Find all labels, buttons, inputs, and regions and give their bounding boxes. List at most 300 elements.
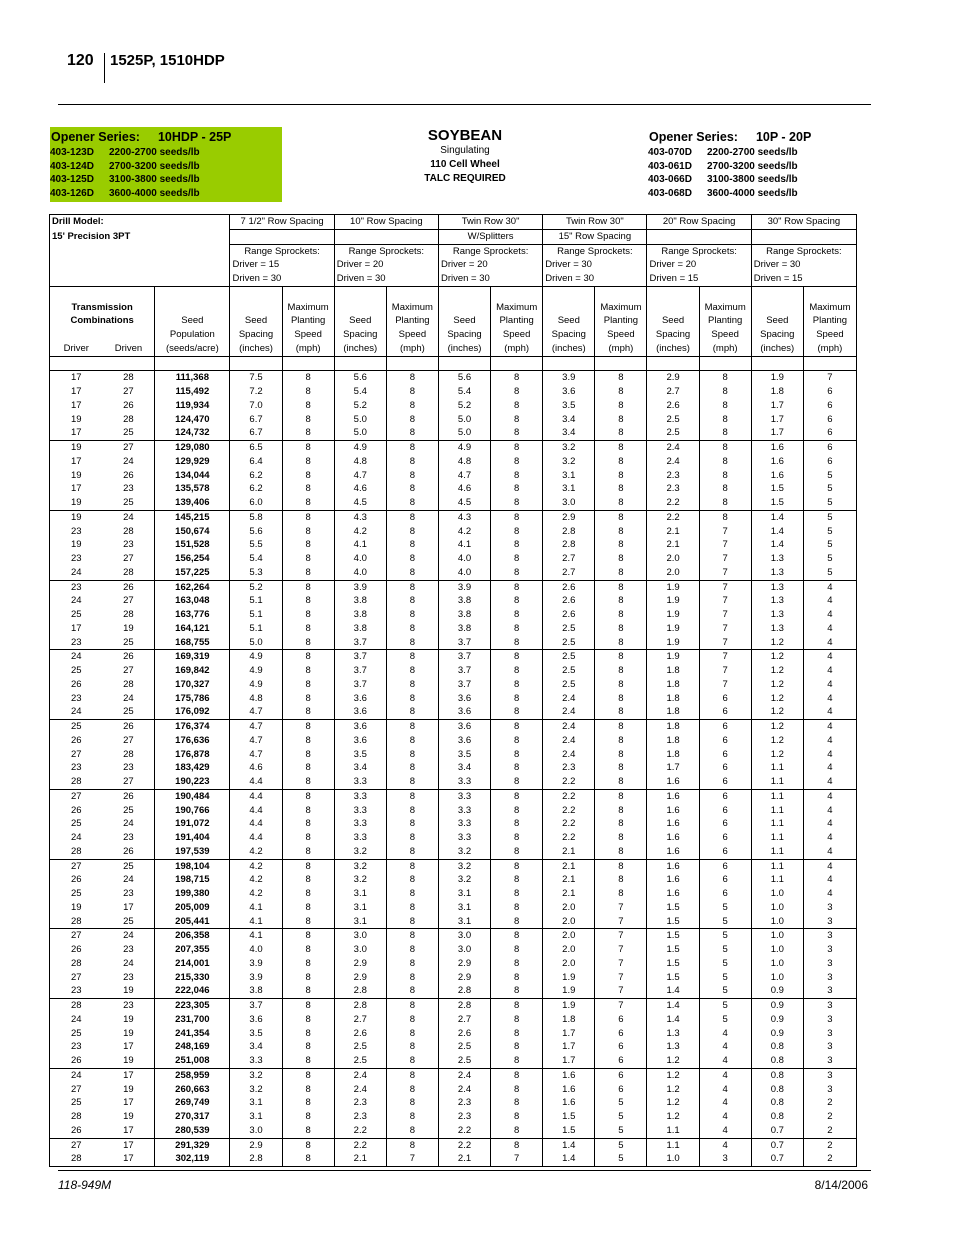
table-row — [50, 705, 857, 719]
driven-cell: 28 — [123, 748, 134, 760]
blank-cell — [438, 356, 490, 371]
seed-population-cell: 163,776 — [155, 608, 230, 622]
driver-cell: 17 — [50, 426, 103, 440]
seed-spacing-cell: 1.6 — [751, 455, 803, 469]
driven-cell: 19 — [123, 1083, 134, 1095]
max-planting-speed-cell: 8 — [491, 748, 543, 762]
driver-cell: 27 — [50, 859, 103, 873]
max-planting-speed-cell: 8 — [491, 441, 543, 455]
seed-spacing-cell: 4.7 — [230, 720, 282, 734]
seed-spacing-cell: 3.2 — [334, 845, 386, 859]
seed-spacing-cell: 1.5 — [543, 1124, 595, 1138]
seed-spacing-cell: 4.4 — [230, 775, 282, 789]
max-planting-speed-cell: 8 — [491, 552, 543, 566]
max-planting-speed-cell: 8 — [282, 1083, 334, 1097]
max-planting-speed-cell: 8 — [491, 1083, 543, 1097]
range-sprocket-driver: Driver = 30 — [543, 258, 647, 272]
seed-spacing-cell: 2.4 — [334, 1068, 386, 1082]
table-row — [50, 831, 857, 845]
seed-spacing-cell: 1.7 — [751, 413, 803, 427]
max-planting-speed-cell: 7 — [699, 566, 751, 580]
seed-spacing-cell: 1.4 — [751, 538, 803, 552]
driver-header: Driver — [50, 342, 103, 356]
max-planting-speed-cell: 5 — [699, 984, 751, 998]
max-planting-speed-cell: 8 — [595, 413, 647, 427]
max-planting-speed-cell: 4 — [699, 1027, 751, 1041]
table-row — [50, 510, 857, 524]
seed-spacing-cell: 1.6 — [647, 831, 699, 845]
max-planting-speed-cell: 8 — [699, 399, 751, 413]
driven-cell: 24 — [123, 930, 134, 942]
max-planting-speed-cell: 4 — [803, 650, 856, 664]
max-planting-speed-cell: 5 — [699, 1013, 751, 1027]
opener-row — [648, 173, 878, 187]
max-planting-speed-cell: 5 — [803, 510, 856, 524]
max-planting-speed-cell: 8 — [386, 1096, 438, 1110]
seed-spacing-cell: 1.3 — [751, 566, 803, 580]
seed-spacing-cell: 5.0 — [334, 426, 386, 440]
max-planting-speed-cell: 8 — [386, 859, 438, 873]
seed-population-cell: 169,842 — [155, 664, 230, 678]
seed-spacing-cell: 0.7 — [751, 1124, 803, 1138]
blank-cell — [50, 272, 230, 286]
max-planting-speed-cell: 4 — [803, 678, 856, 692]
seed-spacing-cell: 4.9 — [334, 441, 386, 455]
max-speed-header: (mph) — [386, 342, 438, 356]
seed-population-cell: 207,355 — [155, 943, 230, 957]
seed-spacing-cell: 1.8 — [647, 678, 699, 692]
max-planting-speed-cell: 8 — [282, 943, 334, 957]
opener-part-number: 403-070D — [648, 147, 692, 158]
seed-spacing-cell: 7.0 — [230, 399, 282, 413]
header-row-columns — [50, 314, 857, 328]
driver-cell: 28 — [50, 957, 103, 971]
max-planting-speed-cell: 8 — [282, 678, 334, 692]
table-row — [50, 999, 857, 1013]
seed-spacing-cell: 4.9 — [230, 650, 282, 664]
max-planting-speed-cell: 8 — [386, 678, 438, 692]
seed-spacing-cell: 2.6 — [543, 580, 595, 594]
max-planting-speed-cell: 8 — [491, 385, 543, 399]
max-planting-speed-cell: 8 — [491, 413, 543, 427]
seed-spacing-cell: 4.2 — [438, 525, 490, 539]
max-planting-speed-cell: 8 — [595, 426, 647, 440]
max-planting-speed-cell: 5 — [699, 943, 751, 957]
table-row — [50, 734, 857, 748]
max-planting-speed-cell: 8 — [595, 580, 647, 594]
max-planting-speed-cell: 8 — [491, 873, 543, 887]
opener-row — [648, 160, 878, 174]
seed-spacing-cell: 0.8 — [751, 1110, 803, 1124]
seed-population-cell: 183,429 — [155, 761, 230, 775]
seed-population-cell: 139,406 — [155, 496, 230, 510]
row-spacing-header: Twin Row 30" — [543, 215, 647, 230]
driver-cell: 19 — [50, 510, 103, 524]
seed-spacing-cell: 0.8 — [751, 1054, 803, 1068]
max-planting-speed-cell: 8 — [595, 650, 647, 664]
seed-spacing-cell: 1.7 — [543, 1054, 595, 1068]
page-title: 1525P, 1510HDP — [110, 52, 225, 69]
row-spacing-subheader — [751, 229, 856, 244]
driver-cell: 19 — [50, 441, 103, 455]
driver-cell: 17 — [50, 371, 103, 385]
max-planting-speed-cell: 3 — [803, 929, 856, 943]
blank-cell — [647, 286, 699, 300]
seed-spacing-cell: 1.2 — [647, 1054, 699, 1068]
driver-cell: 23 — [50, 525, 103, 539]
max-planting-speed-cell: 8 — [595, 664, 647, 678]
seed-spacing-cell: 1.2 — [751, 734, 803, 748]
max-planting-speed-cell: 8 — [491, 525, 543, 539]
seed-population-cell: 175,786 — [155, 692, 230, 706]
seed-spacing-header: (inches) — [647, 342, 699, 356]
max-planting-speed-cell: 8 — [386, 664, 438, 678]
seed-spacing-cell: 2.5 — [543, 650, 595, 664]
seed-spacing-cell: 3.1 — [438, 901, 490, 915]
driven-cell: 19 — [103, 984, 155, 998]
crop-line-1: Singulating — [440, 145, 490, 156]
driven-cell: 25 — [103, 915, 155, 929]
max-planting-speed-cell: 8 — [491, 971, 543, 985]
table-row — [50, 1013, 857, 1027]
max-planting-speed-cell: 8 — [282, 929, 334, 943]
max-planting-speed-cell: 8 — [386, 552, 438, 566]
max-planting-speed-cell: 8 — [386, 525, 438, 539]
opener-seed-rate: 2700-3200 seeds/lb — [707, 160, 798, 172]
blank-cell — [751, 286, 803, 300]
max-planting-speed-cell: 8 — [282, 469, 334, 483]
max-planting-speed-cell: 8 — [282, 1124, 334, 1138]
max-speed-header: Planting — [282, 314, 334, 328]
seed-spacing-cell: 1.4 — [543, 1138, 595, 1152]
max-planting-speed-cell: 8 — [491, 496, 543, 510]
driver-cell: 28 — [50, 775, 103, 789]
driver-cell: 19 — [50, 538, 103, 552]
max-planting-speed-cell: 5 — [803, 469, 856, 483]
table-row — [50, 1124, 857, 1138]
max-planting-speed-cell: 5 — [699, 999, 751, 1013]
seed-population-cell: 270,317 — [155, 1110, 230, 1124]
max-planting-speed-cell: 6 — [699, 705, 751, 719]
seed-spacing-cell: 3.6 — [334, 692, 386, 706]
seed-spacing-cell: 1.1 — [751, 845, 803, 859]
seed-spacing-cell: 4.7 — [230, 748, 282, 762]
max-planting-speed-cell: 8 — [491, 455, 543, 469]
max-planting-speed-cell: 8 — [282, 1054, 334, 1068]
max-planting-speed-cell: 4 — [803, 804, 856, 818]
max-planting-speed-cell: 8 — [595, 734, 647, 748]
max-speed-header: Speed — [491, 328, 543, 342]
max-planting-speed-cell: 8 — [595, 594, 647, 608]
seed-spacing-cell: 4.8 — [334, 455, 386, 469]
seed-spacing-header: Spacing — [543, 328, 595, 342]
seed-spacing-cell: 6.7 — [230, 426, 282, 440]
seed-spacing-cell: 2.9 — [334, 957, 386, 971]
table-row — [50, 1096, 857, 1110]
blank-cell — [543, 286, 595, 300]
seed-spacing-cell: 3.2 — [230, 1068, 282, 1082]
max-planting-speed-cell: 8 — [595, 455, 647, 469]
seed-spacing-cell: 2.4 — [543, 720, 595, 734]
table-row — [50, 399, 857, 413]
driver-cell: 26 — [50, 804, 103, 818]
seed-spacing-header — [438, 301, 490, 315]
seed-population-cell: 170,327 — [155, 678, 230, 692]
seed-population-cell: 258,959 — [155, 1068, 230, 1082]
max-planting-speed-cell: 8 — [491, 775, 543, 789]
seed-population-cell: 157,225 — [155, 566, 230, 580]
seed-population-cell: 251,008 — [155, 1054, 230, 1068]
seed-spacing-cell: 2.4 — [543, 734, 595, 748]
max-planting-speed-cell: 5 — [803, 496, 856, 510]
seed-spacing-cell: 1.5 — [647, 971, 699, 985]
range-sprocket-range-label: Range Sprockets: — [230, 244, 334, 258]
max-planting-speed-cell: 4 — [803, 664, 856, 678]
max-planting-speed-cell: 3 — [803, 1040, 856, 1054]
driven-cell: 25 — [103, 426, 155, 440]
seed-spacing-cell: 2.0 — [543, 901, 595, 915]
seed-spacing-header — [334, 301, 386, 315]
seed-spacing-cell: 1.2 — [647, 1083, 699, 1097]
seed-spacing-header: (inches) — [543, 342, 595, 356]
opener-part-number: 403-126D — [50, 187, 94, 199]
seed-spacing-header: Seed — [334, 314, 386, 328]
seed-spacing-cell: 1.2 — [751, 650, 803, 664]
max-planting-speed-cell: 8 — [282, 1152, 334, 1166]
max-planting-speed-cell: 8 — [491, 1013, 543, 1027]
range-sprocket-driven: Driven = 30 — [438, 272, 542, 286]
max-planting-speed-cell: 8 — [282, 1013, 334, 1027]
seed-spacing-header: Seed — [647, 314, 699, 328]
max-planting-speed-cell: 6 — [699, 748, 751, 762]
max-planting-speed-cell: 8 — [386, 1083, 438, 1097]
max-planting-speed-cell: 7 — [595, 901, 647, 915]
max-planting-speed-cell: 3 — [803, 1013, 856, 1027]
seed-spacing-cell: 2.5 — [647, 426, 699, 440]
seed-spacing-cell: 2.1 — [334, 1152, 386, 1166]
seed-spacing-cell: 1.3 — [751, 622, 803, 636]
opener-row — [50, 146, 282, 160]
driver-cell: 24 — [50, 594, 103, 608]
max-planting-speed-cell: 4 — [699, 1068, 751, 1082]
driven-cell: 26 — [123, 469, 134, 481]
driven-cell: 24 — [123, 511, 134, 523]
max-planting-speed-cell: 8 — [282, 385, 334, 399]
seed-spacing-cell: 3.0 — [438, 943, 490, 957]
seed-spacing-cell: 1.6 — [647, 859, 699, 873]
seed-spacing-cell: 2.9 — [230, 1138, 282, 1152]
max-planting-speed-cell: 6 — [803, 426, 856, 440]
blank-cell — [386, 356, 438, 371]
seed-spacing-cell: 2.0 — [543, 915, 595, 929]
seed-spacing-cell: 3.6 — [438, 720, 490, 734]
seed-spacing-cell: 0.8 — [751, 1096, 803, 1110]
opener-seed-rate: 3100-3800 seeds/lb — [109, 174, 200, 186]
header-row-sprockets — [50, 272, 857, 286]
seed-spacing-cell: 1.6 — [543, 1083, 595, 1097]
seed-population-cell: 191,072 — [155, 817, 230, 831]
max-planting-speed-cell: 8 — [282, 664, 334, 678]
max-planting-speed-cell: 4 — [699, 1138, 751, 1152]
driver-cell: 26 — [50, 734, 103, 748]
max-planting-speed-cell: 8 — [282, 580, 334, 594]
right-opener-value: 10P - 20P — [755, 130, 812, 144]
seed-spacing-cell: 3.2 — [230, 1083, 282, 1097]
table-row — [50, 1110, 857, 1124]
max-planting-speed-cell: 4 — [699, 1040, 751, 1054]
seed-spacing-cell: 2.0 — [543, 929, 595, 943]
driven-cell: 27 — [123, 734, 134, 746]
seed-spacing-cell: 1.6 — [647, 817, 699, 831]
seed-spacing-cell: 1.8 — [751, 385, 803, 399]
header-row-sprockets — [50, 244, 857, 258]
max-planting-speed-cell: 3 — [803, 1054, 856, 1068]
driven-cell: 23 — [123, 832, 134, 843]
max-planting-speed-cell: 7 — [491, 1152, 543, 1166]
seed-population-header — [155, 301, 230, 315]
seed-spacing-cell: 2.0 — [543, 943, 595, 957]
seed-spacing-cell: 6.5 — [230, 441, 282, 455]
max-planting-speed-cell: 8 — [386, 1054, 438, 1068]
seed-population-cell: 215,330 — [155, 971, 230, 985]
max-planting-speed-cell: 3 — [803, 1083, 856, 1097]
seed-spacing-cell: 1.2 — [751, 678, 803, 692]
seed-population-cell: 260,663 — [155, 1083, 230, 1097]
seed-spacing-cell: 3.1 — [438, 887, 490, 901]
seed-spacing-cell: 2.5 — [543, 664, 595, 678]
driver-cell: 24 — [50, 831, 103, 845]
max-planting-speed-cell: 8 — [699, 385, 751, 399]
opener-row — [50, 173, 282, 187]
seed-spacing-cell: 6.7 — [230, 413, 282, 427]
range-sprocket-driven: Driven = 15 — [751, 272, 856, 286]
blank-cell — [103, 286, 155, 300]
crop-line-3: TALC REQUIRED — [424, 173, 506, 184]
max-planting-speed-cell: 7 — [699, 594, 751, 608]
max-planting-speed-cell: 8 — [491, 845, 543, 859]
max-planting-speed-cell: 3 — [803, 984, 856, 998]
driven-cell: 27 — [123, 665, 134, 676]
seed-spacing-cell: 2.3 — [647, 482, 699, 496]
max-planting-speed-cell: 8 — [595, 845, 647, 859]
driven-cell: 23 — [123, 971, 134, 983]
max-planting-speed-cell: 8 — [491, 761, 543, 775]
max-planting-speed-cell: 8 — [282, 1040, 334, 1054]
seed-population-cell: 199,380 — [155, 887, 230, 901]
max-planting-speed-cell: 7 — [595, 971, 647, 985]
max-planting-speed-cell: 8 — [491, 608, 543, 622]
max-planting-speed-cell: 3 — [803, 999, 856, 1013]
blank-cell — [50, 244, 230, 258]
max-speed-header: Planting — [803, 314, 856, 328]
blank-cell — [103, 356, 155, 371]
page-number: 120 — [67, 52, 94, 69]
blank-cell — [50, 258, 230, 272]
seed-spacing-header: Spacing — [647, 328, 699, 342]
seed-spacing-cell: 1.5 — [647, 929, 699, 943]
table-row — [50, 552, 857, 566]
seed-spacing-cell: 2.3 — [438, 1110, 490, 1124]
max-planting-speed-cell: 8 — [282, 455, 334, 469]
seed-spacing-cell: 1.0 — [751, 971, 803, 985]
driven-cell: 19 — [123, 1111, 134, 1122]
max-planting-speed-cell: 8 — [282, 817, 334, 831]
opener-part-number: 403-125D — [50, 174, 94, 186]
seed-spacing-cell: 0.9 — [751, 1027, 803, 1041]
seed-spacing-cell: 3.1 — [230, 1110, 282, 1124]
max-planting-speed-cell: 6 — [699, 789, 751, 803]
max-planting-speed-cell: 8 — [491, 831, 543, 845]
max-planting-speed-cell: 8 — [595, 399, 647, 413]
max-planting-speed-cell: 8 — [282, 1138, 334, 1152]
footer-date: 8/14/2006 — [814, 1178, 868, 1192]
seed-population-cell: 135,578 — [155, 482, 230, 496]
driver-cell: 23 — [50, 636, 103, 650]
opener-row — [648, 187, 878, 201]
seed-spacing-cell: 3.3 — [334, 831, 386, 845]
driver-cell: 17 — [50, 482, 103, 496]
seed-spacing-cell: 1.8 — [647, 734, 699, 748]
seed-spacing-cell: 3.7 — [438, 650, 490, 664]
driven-cell: 23 — [123, 762, 134, 774]
max-planting-speed-cell: 8 — [595, 720, 647, 734]
driven-cell: 28 — [123, 609, 134, 620]
seed-spacing-cell: 3.5 — [334, 748, 386, 762]
max-planting-speed-cell: 4 — [803, 692, 856, 706]
seed-spacing-cell: 3.1 — [543, 482, 595, 496]
seed-spacing-cell: 1.7 — [543, 1027, 595, 1041]
seed-spacing-cell: 1.1 — [751, 775, 803, 789]
seed-spacing-cell: 2.5 — [438, 1040, 490, 1054]
seed-spacing-cell: 2.7 — [438, 1013, 490, 1027]
seed-spacing-cell: 5.4 — [334, 385, 386, 399]
max-planting-speed-cell: 5 — [699, 929, 751, 943]
seed-spacing-cell: 1.5 — [647, 957, 699, 971]
driven-cell: 28 — [123, 413, 134, 425]
driven-cell: 25 — [103, 636, 155, 650]
max-planting-speed-cell: 2 — [803, 1124, 856, 1138]
seed-spacing-cell: 2.2 — [543, 789, 595, 803]
seed-spacing-cell: 0.9 — [751, 1013, 803, 1027]
seed-spacing-cell: 2.5 — [438, 1054, 490, 1068]
max-planting-speed-cell: 8 — [282, 496, 334, 510]
seed-spacing-header — [751, 301, 803, 315]
max-planting-speed-cell: 8 — [282, 789, 334, 803]
seed-spacing-cell: 6.2 — [230, 482, 282, 496]
seed-spacing-cell: 1.7 — [751, 426, 803, 440]
seed-spacing-cell: 3.7 — [334, 650, 386, 664]
driver-cell: 26 — [50, 943, 103, 957]
driven-cell: 17 — [123, 901, 134, 913]
max-planting-speed-cell: 6 — [699, 734, 751, 748]
max-planting-speed-cell: 4 — [803, 845, 856, 859]
seed-spacing-cell: 2.4 — [543, 692, 595, 706]
max-planting-speed-cell: 7 — [699, 552, 751, 566]
seed-spacing-cell: 4.3 — [438, 510, 490, 524]
max-planting-speed-cell: 4 — [699, 1124, 751, 1138]
max-planting-speed-cell: 5 — [699, 957, 751, 971]
blank-cell — [386, 286, 438, 300]
table-row — [50, 1152, 857, 1166]
seed-spacing-cell: 5.8 — [230, 510, 282, 524]
left-opener-value: 10HDP - 25P — [157, 130, 232, 144]
opener-part-number: 403-061D — [648, 160, 692, 172]
crop-title: SOYBEAN — [427, 127, 503, 144]
driver-cell: 23 — [50, 761, 103, 775]
seed-spacing-cell: 1.6 — [751, 441, 803, 455]
max-planting-speed-cell: 8 — [386, 901, 438, 915]
seed-population-header: Seed — [155, 314, 230, 328]
